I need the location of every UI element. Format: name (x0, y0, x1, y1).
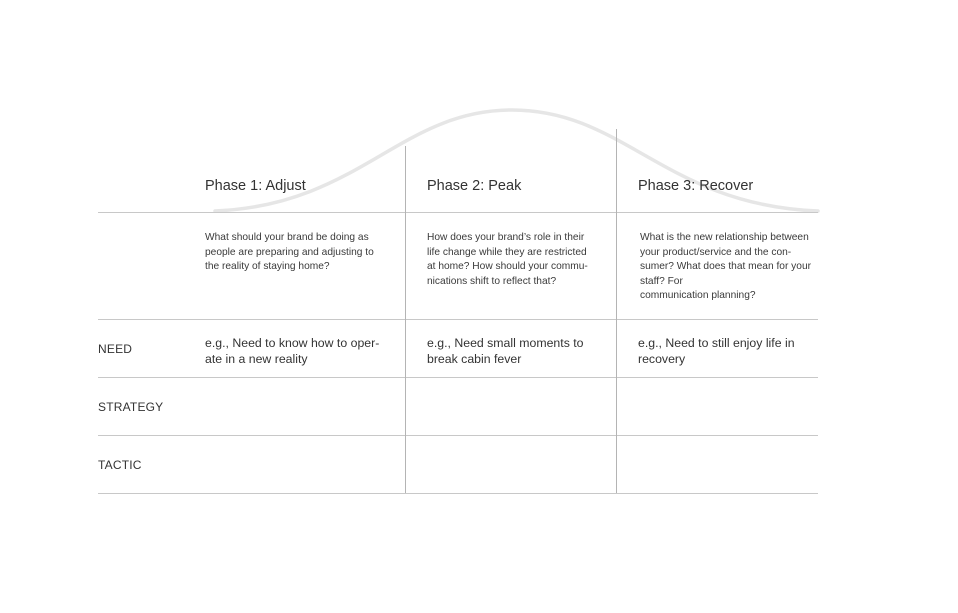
strategy-row-divider (98, 435, 818, 436)
column-divider-2 (616, 129, 617, 493)
phase-1-title: Phase 1: Adjust (205, 178, 306, 194)
column-divider-1 (405, 146, 406, 493)
phase-1-need: e.g., Need to know how to oper- ate in a new reality (205, 336, 380, 366)
phase-1-description: What should your brand be doing as people are preparing and adjusting to the reality of staying home? (205, 232, 374, 272)
phase-2-description: How does your brand’s role in their life change while they are restricted at home? How should your commu- nications shift to reflect that? (427, 232, 588, 287)
phase-2-title: Phase 2: Peak (427, 178, 522, 194)
phase-3-need: e.g., Need to still enjoy life in recovery (638, 336, 795, 366)
phase-3-description: What is the new relationship between your product/service and the con- sumer? What does that mean for your staff? For communication planning? (640, 232, 812, 301)
phase-3-title: Phase 3: Recover (638, 178, 754, 194)
row-label-need: NEED (98, 342, 133, 356)
need-row-divider (98, 377, 818, 378)
tactic-row-divider (98, 493, 818, 494)
row-label-strategy: STRATEGY (98, 400, 164, 414)
row-label-tactic: TACTIC (98, 458, 142, 472)
header-divider (98, 212, 818, 213)
phase-2-need: e.g., Need small moments to break cabin fever (427, 336, 584, 366)
bell-curve-line (215, 110, 818, 211)
description-divider (98, 319, 818, 320)
